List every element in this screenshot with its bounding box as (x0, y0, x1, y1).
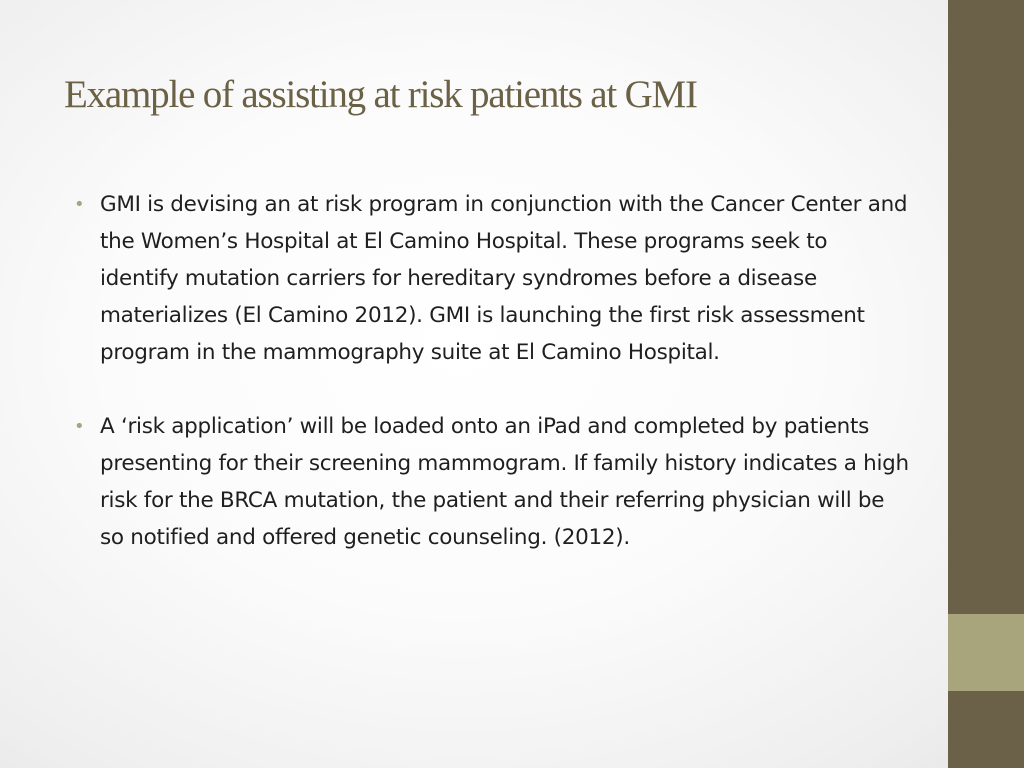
bullet-text: A ‘risk application’ will be loaded onto an iPad and completed by patients presenting for their screening mammogram. If family history indicates a high risk for the BRCA mutation, the patient and their referring physician will be so notified and offered genetic counseling. (2012). (100, 414, 909, 550)
bullet-icon: • (74, 194, 85, 215)
sidebar-accent-block (948, 614, 1024, 691)
bullet-text: GMI is devising an at risk program in conjunction with the Cancer Center and the Women’s Hospital at El Camino Hospital. These programs seek to identify mutation carriers for hereditary syndromes before a disease materializes (El Camino 2012). GMI is launching the first risk assessment program in the mammography suite at El Camino Hospital. (100, 192, 908, 365)
bullet-item (72, 186, 912, 371)
slide-content (72, 186, 912, 593)
bullet-item (72, 408, 912, 556)
bullet-list (72, 186, 912, 556)
slide-title: Example of assisting at risk patients at GMI (64, 73, 697, 116)
bullet-icon: • (74, 416, 85, 437)
